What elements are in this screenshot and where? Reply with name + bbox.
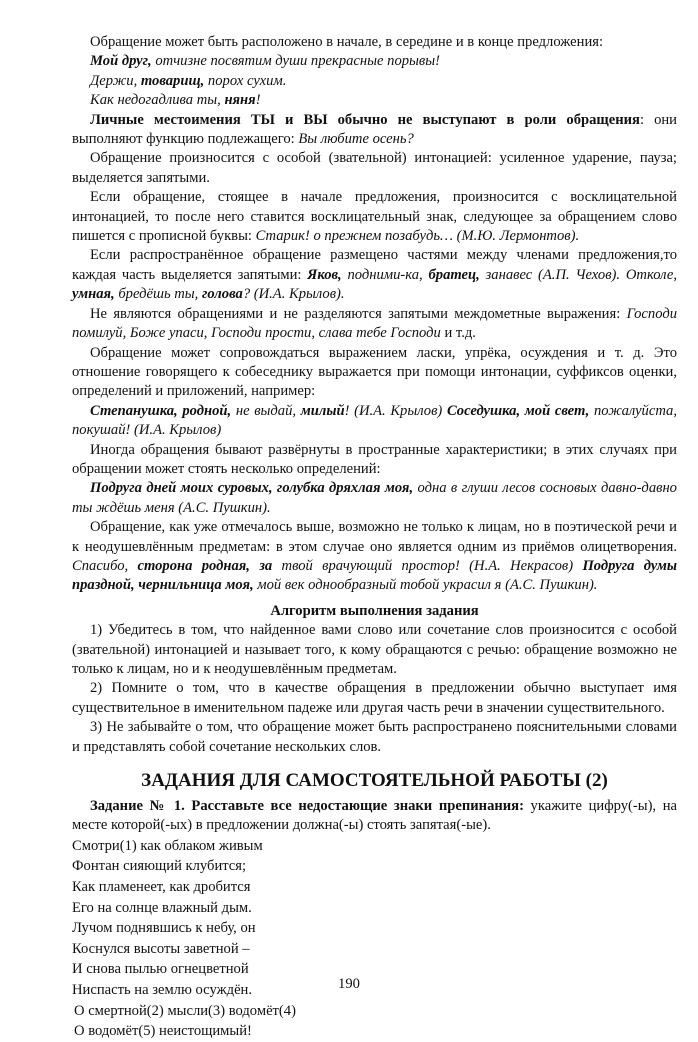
text-run: мой век однообразный тобой украсил я (А.С. Пушкин). (253, 577, 598, 594)
text-run: Если обращение, стоящее в начале предложения, произносится с восклицательной интонацией, то после него ставится восклицательный знак, следующее за обращением слово пишется с прописной буквы: (72, 189, 677, 245)
text-run: Степанушка, родной, (90, 402, 232, 419)
text-run: подними-ка, (341, 266, 429, 283)
text-run: Как недогадлива ты, (90, 92, 225, 109)
text-run: братец, (428, 266, 480, 283)
text-run: Обращение может быть расположено в начале, в середине и в конце предложения: (90, 34, 604, 50)
paragraph (72, 479, 677, 518)
text-run: Господи помилуй, Боже упаси, Господи прости, слава тебе Господи (72, 305, 677, 342)
text-run: Обращение произносится с особой (звательной) интонацией: усиленное ударение, пауза; выделяется запятыми. (72, 150, 677, 186)
document-page (72, 33, 677, 1042)
paragraph (72, 518, 677, 596)
poem-line: Лучом поднявшись к небу, он (72, 920, 256, 937)
text-run: Яков, (307, 266, 342, 283)
theory-section (72, 33, 677, 596)
text-run: порох сухим. (204, 72, 287, 89)
text-run: Держи, (90, 72, 141, 89)
section-heading: ЗАДАНИЯ ДЛЯ САМОСТОЯТЕЛЬНОЙ РАБОТЫ (2) (141, 770, 608, 792)
text-run: пожалуйста, покушай! (И.А. Крылов) (72, 402, 677, 439)
text-run: Обращение может сопровождаться выражением ласки, упрёка, осуждения и т. д. Это отношение говорящего к собеседнику выражается при помощи интонации, суффиксов оценки, определений и приложений, например: (72, 344, 677, 400)
text-run: 1) Убедитесь в том, что найденное вами слово или сочетание слов произносится с особой (звательной) интонацией и называет того, к кому обращаются с речью: обращение возможно не только к лицам, но и к неодушевлённым предметам. (72, 622, 677, 677)
text-run: милый (300, 402, 345, 419)
page-number: 190 (338, 976, 360, 992)
text-run: и т.д. (440, 325, 476, 342)
poem-line: Смотри(1) как облаком живым (72, 837, 263, 854)
text-run: Подруга дней моих суровых, голубка дряхлая моя, (90, 480, 414, 497)
text-run: 2) Помните о том, что в качестве обращения в предложении обычно выступает имя существительное в именительном падеже или другая часть речи в значении существительного. (72, 680, 677, 716)
text-run: Если распространённое обращение размещено частями между членами предложения,то каждая часть выделяется запятыми: (72, 247, 677, 283)
text-run: укажите цифру(-ы), на месте которой(-ых) в предложении должна(-ы) стоять запятая(-ые). (72, 798, 677, 834)
poem-line: Фонтан сияющий клубится; (72, 858, 247, 875)
poem-line: Его на солнце влажный дым. (72, 899, 252, 916)
paragraph (72, 797, 677, 836)
algorithm-section (72, 621, 677, 757)
paragraph (72, 305, 677, 344)
text-run: занавес (А.П. Чехов). Отколе, (479, 266, 677, 283)
text-run: 3) Не забывайте о том, что обращение может быть распространено пояснительными словами и представлять собой сочетание нескольких слов. (72, 719, 677, 755)
text-run: Подруга думы праздной, чернильница моя, (72, 557, 677, 594)
paragraph (72, 149, 677, 188)
text-run: голова (201, 286, 243, 303)
algorithm-heading: Алгоритм выполнения задания (270, 602, 479, 619)
text-run: отчизне посвятим души прекрасные порывы! (151, 53, 441, 70)
paragraph (72, 402, 677, 441)
poem-line: О водомёт(5) неистощимый! (74, 1023, 252, 1040)
text-run: одна в глуши лесов сосновых давно-давно ты ждёшь меня (А.С. Пушкин). (72, 480, 677, 516)
text-run: няня (224, 92, 256, 109)
paragraph (72, 344, 677, 402)
poem-line: О смертной(2) мысли(3) водомёт(4) (74, 1002, 296, 1019)
paragraph (72, 621, 677, 679)
text-run: Соседушка, мой свет, (446, 402, 590, 419)
text-run: товарищ, (140, 72, 205, 89)
paragraph (72, 718, 677, 757)
text-run: Спасибо, (72, 557, 138, 574)
poem (72, 836, 677, 1042)
text-run: ! (И.А. Крылов) (344, 402, 447, 419)
paragraph (72, 52, 677, 71)
text-run: Иногда обращения бывают развёрнуты в пространные характеристики; в этих случаях при обращении может стоять несколько определений: (72, 441, 677, 477)
paragraph (72, 91, 677, 110)
paragraph (72, 72, 677, 91)
poem-line: Коснулся высоты заветной – (72, 940, 250, 957)
poem-line: Ниспасть на землю осуждён. (72, 982, 253, 998)
task-1-instruction (72, 797, 677, 836)
text-run: Обращение, как уже отмечалось выше, возможно не только к лицам, но в поэтической речи и к неодушевлённым предметам: в этом случае оно является одним из приёмов олицетворения. (72, 519, 677, 555)
poem-line: Как пламенеет, как дробится (72, 879, 251, 896)
text-run: Задание № 1. Расставьте все недостающие знаки препинания: (90, 798, 524, 815)
text-run: ? (И.А. Крылов). (242, 286, 345, 303)
text-run: Старик! о прежнем позабудь… (М.Ю. Лермонтов). (255, 228, 580, 245)
text-run: бредёшь ты, (114, 286, 202, 303)
paragraph (72, 188, 677, 246)
text-run: Вы любите осень? (298, 131, 414, 148)
text-run: умная, (72, 286, 115, 303)
text-run: Личные местоимения ТЫ и ВЫ обычно не выступают в роли обращения (90, 111, 640, 128)
poem-line: И снова пылью огнецветной (72, 961, 249, 978)
text-run: твой врачующий простор! (Н.А. Некрасов) (272, 557, 583, 574)
text-run: Не являются обращениями и не разделяются запятыми междометные выражения: (90, 305, 627, 322)
paragraph (72, 441, 677, 480)
paragraph (72, 246, 677, 304)
paragraph (72, 679, 677, 718)
text-run: ! (255, 92, 261, 109)
paragraph (72, 33, 677, 52)
text-run: не выдай, (231, 402, 301, 419)
paragraph (72, 111, 677, 150)
text-run: : они выполняют функцию подлежащего: (72, 111, 677, 148)
text-run: сторона родная, за (137, 557, 273, 574)
text-run: Мой друг, (90, 53, 152, 70)
